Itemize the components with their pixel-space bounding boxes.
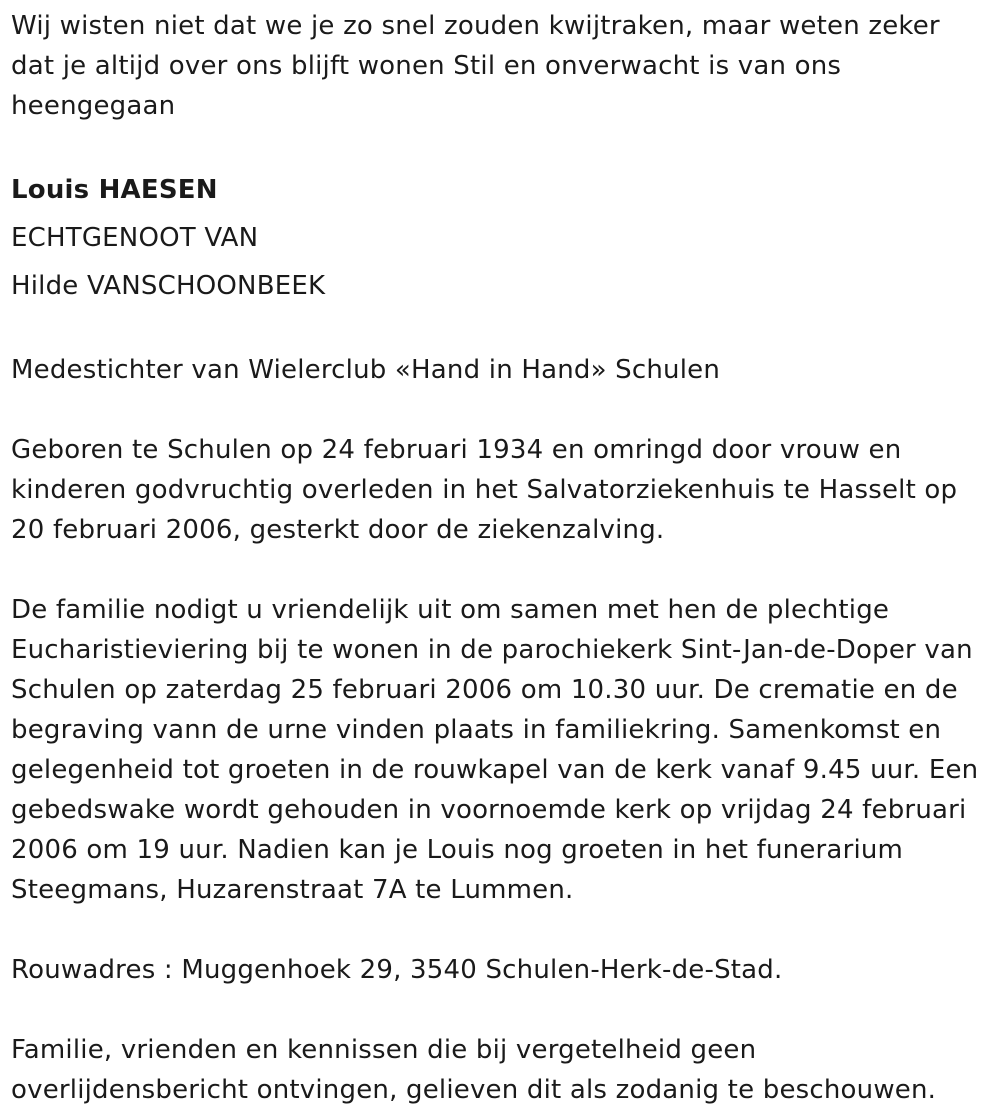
spouse-name: Hilde VANSCHOONBEEK: [11, 271, 326, 301]
spacer: [11, 550, 988, 590]
relation-label: ECHTGENOOT VAN: [11, 223, 259, 253]
spacer: [11, 990, 988, 1030]
role-paragraph: Medestichter van Wielerclub «Hand in Hand» Schulen: [11, 355, 721, 385]
ceremony-paragraph: De familie nodigt u vriendelijk uit om samen met hen de plechtige Eucharistieviering bij te wonen in de parochiekerk Sint-Jan-de-Doper van Schulen op zaterdag 25 februari 2006 om 10.30 uur. De crematie en de begraving vann de urne vinden plaats in familiekring. Samenkomst en gelegenheid tot groeten in de rouwkapel van de kerk vanaf 9.45 uur. Een gebedswake wordt gehouden in voornoemde kerk op vrijdag 24 februari 2006 om 19 uur. Nadien kan je Louis nog groeten in het funerarium Steegmans, Huzarenstraat 7A te Lummen.: [11, 595, 979, 905]
closing-paragraph: Familie, vrienden en kennissen die bij vergetelheid geen overlijdensbericht ontvingen, gelieven dit als zodanig te beschouwen.: [11, 1035, 937, 1105]
deceased-name: Louis HAESEN: [11, 175, 218, 205]
spacer: [11, 390, 988, 430]
spacer: [11, 310, 988, 350]
spacer: [11, 910, 988, 950]
address-paragraph: Rouwadres : Muggenhoek 29, 3540 Schulen-Herk-de-Stad.: [11, 955, 783, 985]
spacer: [11, 126, 988, 166]
intro-paragraph: Wij wisten niet dat we je zo snel zouden kwijtraken, maar weten zeker dat je altijd over ons blijft wonen Stil en onverwacht is van ons heengegaan: [11, 11, 940, 121]
birth-death-paragraph: Geboren te Schulen op 24 februari 1934 en omringd door vrouw en kinderen godvruchtig overleden in het Salvatorziekenhuis te Hasselt op 20 februari 2006, gesterkt door de ziekenzalving.: [11, 435, 958, 545]
